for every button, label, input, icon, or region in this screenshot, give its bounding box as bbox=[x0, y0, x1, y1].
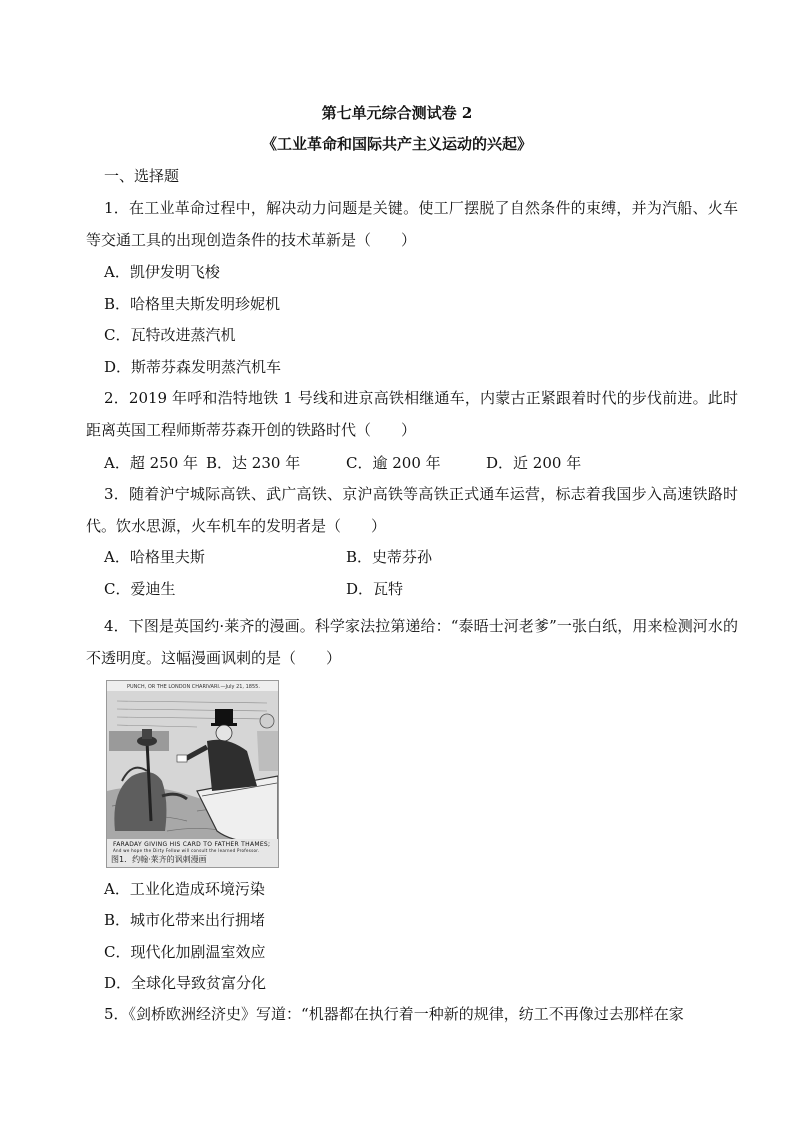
q1-option-a: A．凯伊发明飞梭 bbox=[104, 263, 220, 281]
page-title: 第七单元综合测试卷 2 bbox=[321, 104, 473, 122]
page-subtitle: 《工业革命和国际共产主义运动的兴起》 bbox=[261, 135, 532, 153]
question-1-stem: 1．在工业革命过程中，解决动力问题是关键。使工厂摆脱了自然条件的束缚，并为汽船、火车等交通工具的出现创造条件的技术革新是（ ） bbox=[86, 199, 738, 249]
q2-option-c: C．逾 200 年 bbox=[346, 454, 441, 472]
cartoon-image bbox=[106, 680, 279, 868]
q4-option-c: C．现代化加剧温室效应 bbox=[104, 943, 266, 961]
q4-option-b: B．城市化带来出行拥堵 bbox=[104, 911, 266, 929]
cartoon-caption-sub: And we hope the Dirty Fellow will consult the learned Professor. bbox=[113, 848, 260, 853]
q3-option-d: D．瓦特 bbox=[346, 580, 404, 598]
q3-option-c: C．爱迪生 bbox=[104, 580, 176, 598]
q1-option-b: B．哈格里夫斯发明珍妮机 bbox=[104, 295, 281, 313]
q2-option-b: B．达 230 年 bbox=[206, 454, 301, 472]
q2-option-d: D．近 200 年 bbox=[486, 454, 582, 472]
q4-option-d: D．全球化导致贫富分化 bbox=[104, 974, 267, 992]
q4-option-a: A．工业化造成环境污染 bbox=[104, 880, 265, 898]
question-2-stem: 2．2019 年呼和浩特地铁 1 号线和进京高铁相继通车，内蒙古正紧跟着时代的步伐前进。此时距离英国工程师斯蒂芬森开创的铁路时代（ ） bbox=[86, 389, 738, 439]
cartoon-caption-title: FARADAY GIVING HIS CARD TO FATHER THAMES; bbox=[113, 841, 271, 848]
cartoon-caption-cn: 图1．约翰·莱齐的讽刺漫画 bbox=[111, 855, 207, 864]
section-heading: 一、选择题 bbox=[104, 167, 180, 185]
question-5-stem: 5．《剑桥欧洲经济史》写道：“机器都在执行着一种新的规律，纺工不再像过去那样在家 bbox=[104, 1005, 684, 1023]
q1-option-d: D．斯蒂芬森发明蒸汽机车 bbox=[104, 358, 282, 376]
question-3-stem: 3．随着沪宁城际高铁、武广高铁、京沪高铁等高铁正式通车运营，标志着我国步入高速铁路时代。饮水思源，火车机车的发明者是（ ） bbox=[86, 485, 738, 535]
cartoon-illustration bbox=[107, 681, 278, 867]
q1-option-c: C．瓦特改进蒸汽机 bbox=[104, 326, 236, 344]
question-4-stem: 4．下图是英国约·莱齐的漫画。科学家法拉第递给：“泰晤士河老爹”一张白纸，用来检测河水的不透明度。这幅漫画讽刺的是（ ） bbox=[86, 617, 738, 667]
q3-option-a: A．哈格里夫斯 bbox=[104, 548, 205, 566]
q2-option-a: A．超 250 年 bbox=[104, 454, 198, 472]
q3-option-b: B．史蒂芬孙 bbox=[346, 548, 433, 566]
cartoon-caption-en bbox=[113, 841, 270, 853]
cartoon-header-text: PUNCH, OR THE LONDON CHARIVARI.—July 21, 1855. bbox=[127, 684, 260, 690]
